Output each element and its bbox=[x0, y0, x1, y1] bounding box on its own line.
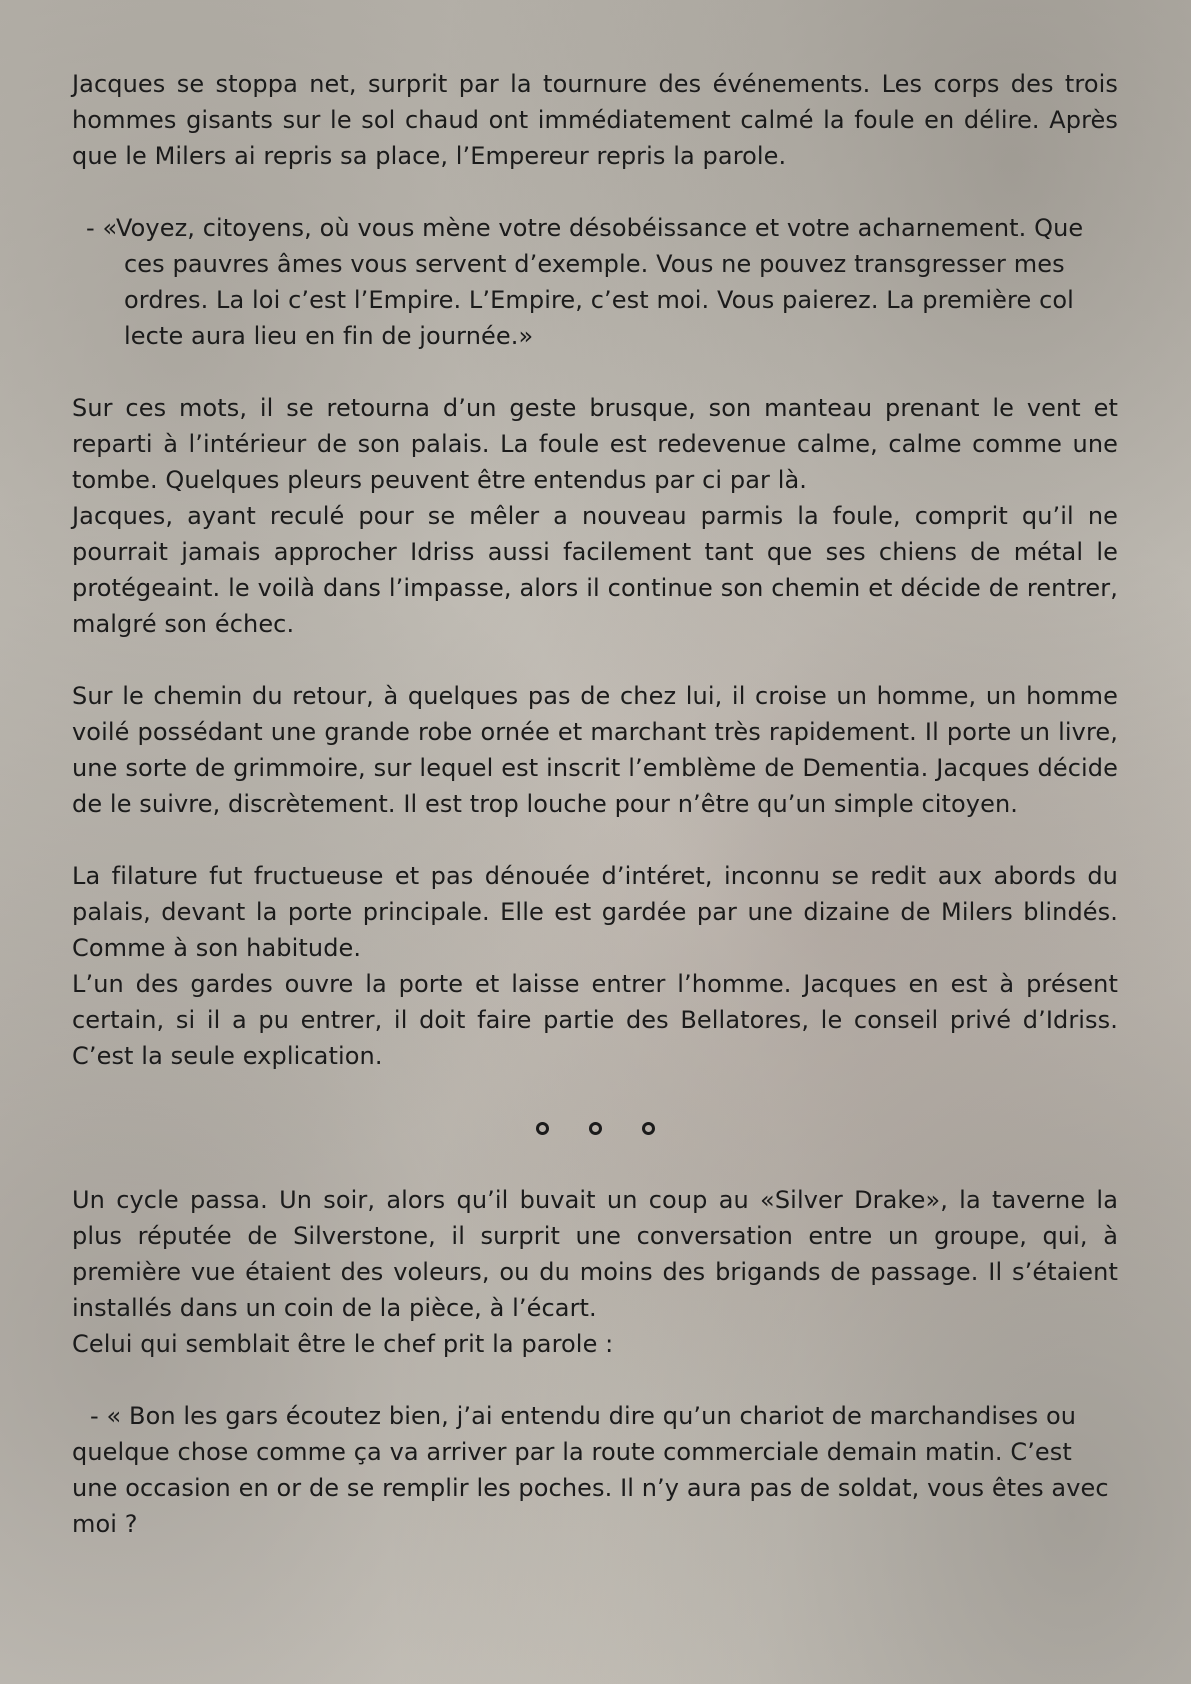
document-page bbox=[72, 66, 1118, 1542]
paragraph-emperor-aftermath: Jacques se stoppa net, surprit par la tournure des événements. Les corps des trois hommes gisants sur le sol chaud ont immédiatement calmé la foule en délire. Après que le Milers ai repris sa place, l’Empereur repris la parole. bbox=[72, 70, 1118, 170]
dialogue-chief-speech: - « Bon les gars écoutez bien, j’ai entendu dire qu’un chariot de marchandises ou quelque chose comme ça va arriver par la route commerciale demain matin. C’est une occasion en or de se remplir les poches. Il n’y aura pas de soldat, vous êtes avec moi ? bbox=[72, 1402, 1109, 1538]
paragraph-shadowing: La filature fut fructueuse et pas dénouée d’intéret, inconnu se redit aux abords du palais, devant la porte principale. Elle est gardée par une dizaine de Milers blindés. Comme à son habitude. bbox=[72, 862, 1118, 962]
paragraph-emperor-leaves: Sur ces mots, il se retourna d’un geste brusque, son manteau prenant le vent et reparti à l’intérieur de son palais. La foule est redevenue calme, calme comme une tombe. Quelques pleurs peuvent être entendus par ci par là. bbox=[72, 394, 1118, 494]
paragraph-tavern: Un cycle passa. Un soir, alors qu’il buvait un coup au «Silver Drake», la taverne la plus réputée de Silverstone, il surprit une conversation entre un groupe, qui, à première vue étaient des voleurs, ou du moins des brigands de passage. Il s’étaient installés dans un coin de la pièce, à l’écart. bbox=[72, 1186, 1118, 1322]
paragraph-jacques-retreats: Jacques, ayant reculé pour se mêler a nouveau parmis la foule, comprit qu’il ne pourrait jamais approcher Idriss aussi facilement tant que ses chiens de métal le protégeaint. le voilà dans l’impasse, alors il continue son chemin et décide de rentrer, malgré son échec. bbox=[72, 502, 1118, 638]
ornament-circle-icon bbox=[536, 1122, 549, 1135]
scene-break-ornament bbox=[72, 1110, 1118, 1146]
dialogue-emperor-speech: - «Voyez, citoyens, où vous mène votre désobéissance et votre acharnement. Que ces pauvres âmes vous servent d’exemple. Vous ne pouvez transgresser mes ordres. La loi c’est l’Empire. L’Empire, c’est moi. Vous paierez. La première col lecte aura lieu en fin de journée.» bbox=[86, 214, 1084, 350]
ornament-circle-icon bbox=[589, 1122, 602, 1135]
paragraph-bellatores: L’un des gardes ouvre la porte et laisse entrer l’homme. Jacques en est à présent certain, si il a pu entrer, il doit faire partie des Bellatores, le conseil privé d’Idriss. C’est la seule explication. bbox=[72, 970, 1118, 1070]
paragraph-veiled-man: Sur le chemin du retour, à quelques pas de chez lui, il croise un homme, un homme voilé possédant une grande robe ornée et marchant très rapidement. Il porte un livre, une sorte de grimmoire, sur lequel est inscrit l’emblème de Dementia. Jacques décide de le suivre, discrètement. Il est trop louche pour n’être qu’un simple citoyen. bbox=[72, 682, 1118, 818]
ornament-circle-icon bbox=[642, 1122, 655, 1135]
paragraph-chief-speaks: Celui qui semblait être le chef prit la parole : bbox=[72, 1330, 614, 1358]
